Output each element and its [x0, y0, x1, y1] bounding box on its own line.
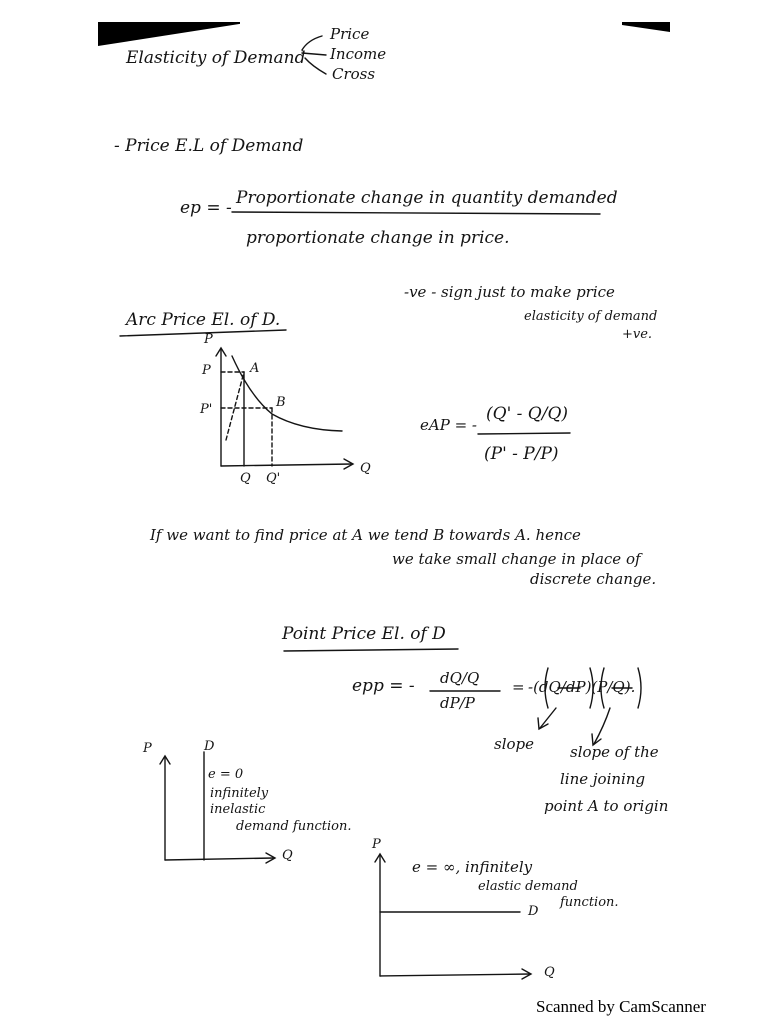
arrow-to-slope [540, 708, 556, 728]
inelastic-label-q: Q [282, 848, 293, 863]
branch-cross: Cross [332, 65, 376, 83]
note-neg-sign-1: -ve - sign just to make price [404, 283, 615, 301]
arc-graph-label-b: B [276, 395, 286, 410]
arc-graph-q-axis [221, 464, 352, 466]
arc-graph-label-p-axis: P [204, 332, 213, 347]
branch-stroke-income [302, 53, 326, 55]
point-heading: Point Price El. of D [282, 624, 446, 644]
ep-lhs: ep = - [180, 198, 232, 218]
branch-stroke-price [302, 36, 322, 50]
elastic-desc-1: e = ∞, infinitely [412, 858, 533, 876]
arc-heading: Arc Price El. of D. [126, 310, 281, 330]
note-neg-sign-2: elasticity of demand [524, 309, 658, 324]
arc-graph-label-q: Q [240, 471, 251, 486]
fraction-bar-eap [478, 433, 570, 434]
elastic-label-d: D [528, 904, 539, 919]
price-el-heading: - Price E.L of Demand [114, 136, 304, 156]
arc-explain-2: we take small change in place of [392, 550, 641, 568]
arc-graph-label-q-axis: Q [360, 461, 371, 476]
inelastic-e-value: e = 0 [208, 767, 244, 782]
arc-demand-curve [232, 356, 342, 431]
ep-denominator: proportionate change in price. [246, 228, 510, 248]
arc-graph-label-p-prime: P' [200, 402, 213, 417]
arrow-to-slope-line [594, 708, 610, 744]
arc-graph-label-q-prime: Q' [266, 471, 281, 486]
paren-close-2 [638, 668, 641, 708]
branch-income: Income [330, 45, 387, 63]
arc-graph-label-p: P [202, 363, 211, 378]
inelastic-desc-1: infinitely [210, 786, 269, 801]
arc-heading-underline [120, 330, 286, 336]
arc-explain-1: If we want to find price at A we tend B towards A. hence [150, 526, 581, 544]
inelastic-label-d: D [204, 739, 215, 754]
epp-rhs: -(dQ/dP)(P/Q). [528, 678, 636, 696]
inelastic-q-axis [165, 858, 274, 860]
note-neg-sign-3: +ve. [622, 327, 653, 342]
label-slope-line-1: slope of the [570, 743, 659, 761]
ep-numerator: Proportionate change in quantity demanded [236, 188, 618, 208]
epp-frac-den: dP/P [440, 694, 475, 712]
epp-frac-num: dQ/Q [440, 669, 480, 687]
elastic-desc-3: function. [560, 895, 619, 910]
arc-guide-diagonal [226, 372, 244, 440]
label-slope-line-3: point A to origin [544, 797, 669, 815]
eap-lhs: eAP = - [420, 416, 477, 434]
epp-equals: = [512, 678, 525, 696]
inelastic-desc-2: inelastic [210, 802, 266, 817]
label-slope-line-2: line joining [560, 770, 646, 788]
inelastic-desc-3: demand function. [236, 819, 352, 834]
eap-numerator: (Q' - Q/Q) [486, 404, 569, 424]
label-slope: slope [494, 735, 535, 753]
branch-stroke-cross [305, 58, 326, 74]
elastic-label-q: Q [544, 965, 555, 980]
eap-denominator: (P' - P/P) [484, 444, 559, 464]
point-heading-underline [284, 649, 458, 651]
inelastic-label-p: P [143, 741, 152, 756]
arc-explain-3: discrete change. [530, 570, 657, 588]
epp-lhs: epp = - [352, 676, 415, 696]
elastic-desc-2: elastic demand [478, 879, 578, 894]
arc-graph-label-a: A [250, 361, 260, 376]
elastic-label-p: P [372, 837, 381, 852]
scanner-watermark: Scanned by CamScanner [536, 997, 706, 1016]
fraction-bar-ep [232, 212, 600, 214]
page-title: Elasticity of Demand [126, 48, 306, 68]
elastic-q-axis [380, 974, 530, 976]
branch-price: Price [330, 25, 370, 43]
